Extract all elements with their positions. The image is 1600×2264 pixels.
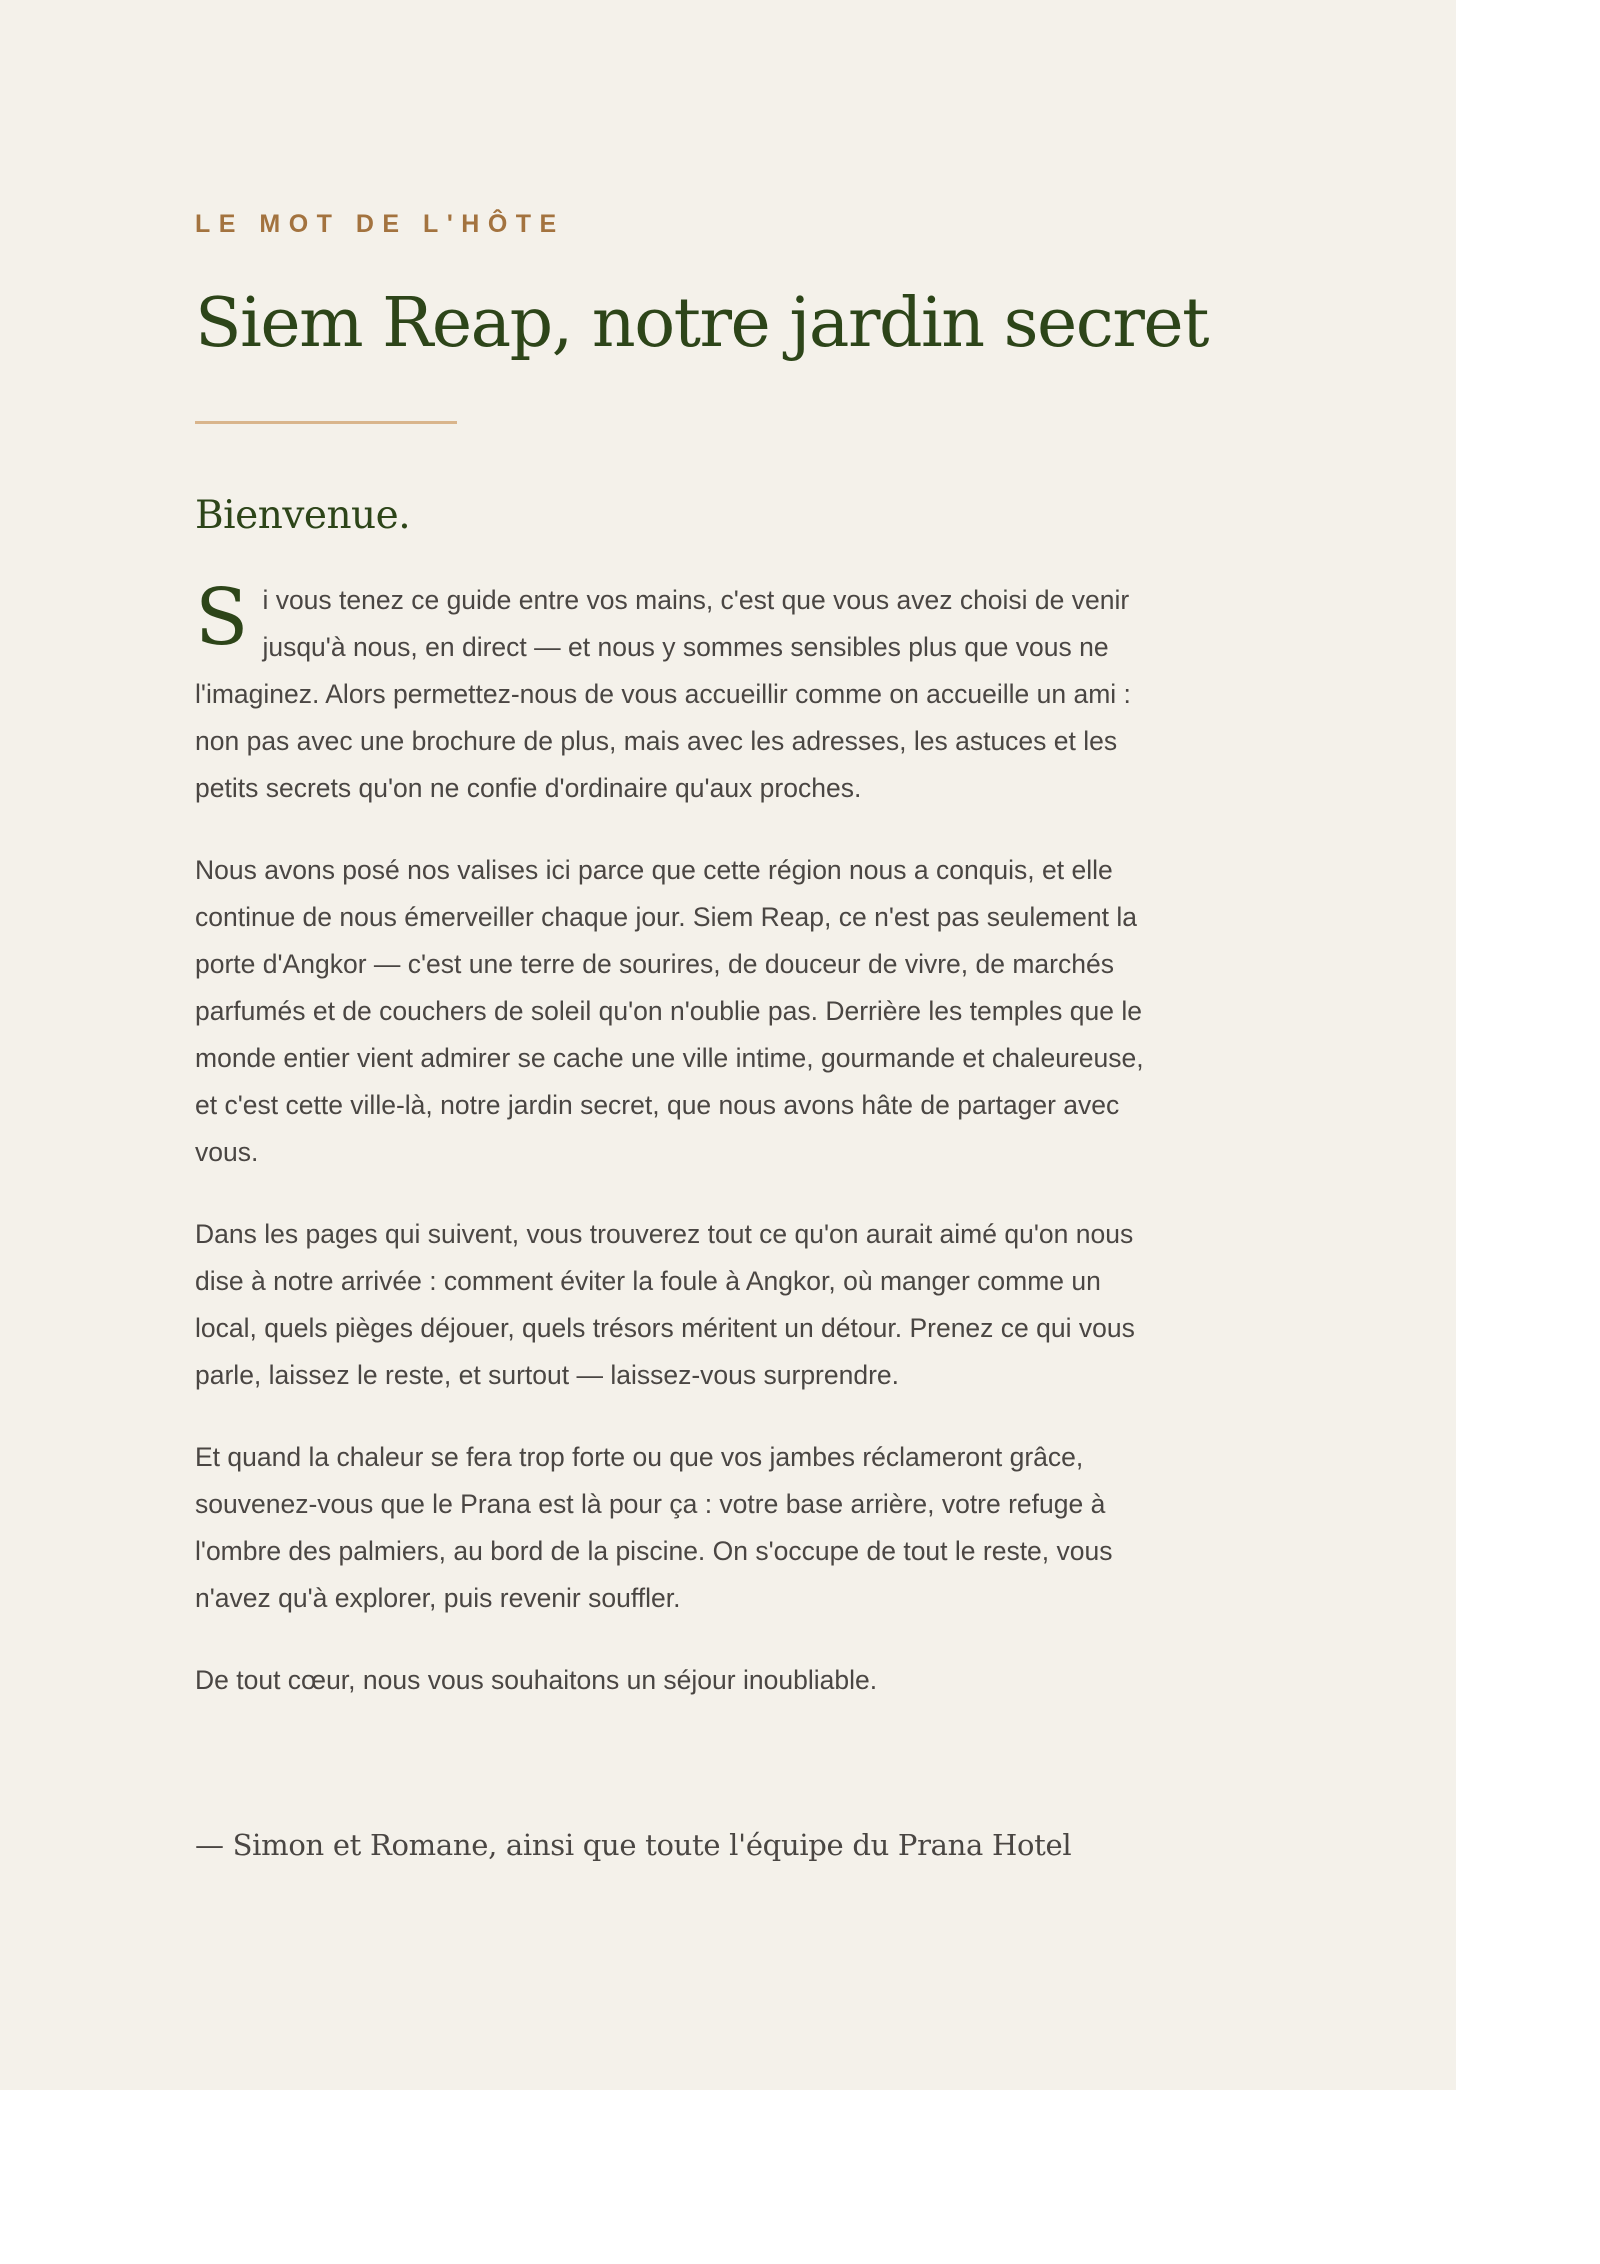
- paragraph-5: De tout cœur, nous vous souhaitons un séjour inoubliable.: [195, 1665, 878, 1695]
- paragraph-2: Nous avons posé nos valises ici parce que cette région nous a conquis, et elle continue de nous émerveiller chaque jour. Siem Reap, ce n'est pas seulement la porte d'Angkor — c'est une terre de sourires, de douceur de vivre, de marchés parfumés et de couchers de soleil qu'on n'oublie pas. Derrière les temples que le monde entier vient admirer se cache une ville intime, gourmande et chaleureuse, et c'est cette ville-là, notre jardin secret, que nous avons hâte de partager avec vous.: [195, 855, 1144, 1167]
- letter-body: [195, 573, 1155, 1739]
- greeting-heading: Bienvenue.: [195, 493, 411, 538]
- paragraph-1: [195, 573, 1155, 812]
- paragraph-4: Et quand la chaleur se fera trop forte ou que vos jambes réclameront grâce, souvenez-vous que le Prana est là pour ça : votre base arrière, votre refuge à l'ombre des palmiers, au bord de la piscine. On s'occupe de tout le reste, vous n'avez qu'à explorer, puis revenir souffler.: [195, 1442, 1113, 1613]
- signature: — Simon et Romane, ainsi que toute l'équipe du Prana Hotel: [195, 1828, 1072, 1862]
- paragraph-3: Dans les pages qui suivent, vous trouverez tout ce qu'on aurait aimé qu'on nous dise à notre arrivée : comment éviter la foule à Angkor, où manger comme un local, quels pièges déjouer, quels trésors méritent un détour. Prenez ce qui vous parle, laissez le reste, et surtout — laissez-vous surprendre.: [195, 1219, 1135, 1390]
- paragraph-1-text: i vous tenez ce guide entre vos mains, c'est que vous avez choisi de venir jusqu'à nous, en direct — et nous y sommes sensibles plus que vous ne l'imaginez. Alors permettez-nous de vous accueillir comme on accueille un ami : non pas avec une brochure de plus, mais avec les adresses, les astuces et les petits secrets qu'on ne confie d'ordinaire qu'aux proches.: [195, 585, 1131, 803]
- drop-cap: S: [195, 573, 249, 663]
- title-divider: [195, 421, 457, 424]
- page-title: Siem Reap, notre jardin secret: [195, 284, 1208, 363]
- section-eyebrow: LE MOT DE L'HÔTE: [195, 210, 565, 238]
